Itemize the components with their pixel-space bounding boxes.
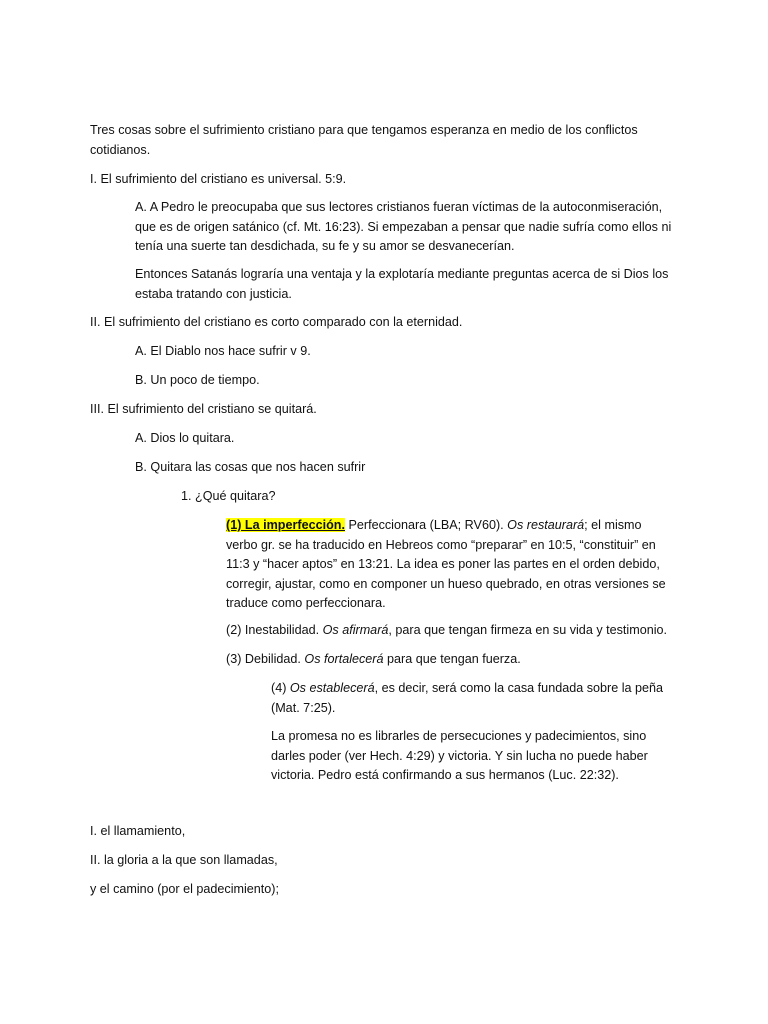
section-1-point-a-continued: Entonces Satanás lograría una ventaja y la explotaría mediante preguntas acerca de si Dios los estaba tratando con justicia.: [135, 267, 669, 301]
section-1-point-a: A. A Pedro le preocupaba que sus lectores cristianos fueran víctimas de la autoconmiseración, que es de origen satánico (cf. Mt. 16:23). Si empezaban a pensar que nadie sufría como ellos ni tenía una suerte tan desdichada, su fe y su amor se desvanecerían.: [135, 200, 672, 253]
section-3-point-a: A. Dios lo quitara.: [135, 431, 235, 445]
item-1-paragraph: (1) La imperfección. Perfeccionara (LBA; RV60). Os restaurará; el mismo verbo gr. se ha traducido en Hebreos como “preparar” en 10:5, “constituir” en 11:3 y “hacer aptos” en 13:21. La idea es poner las partes en el orden debido, corregir, ajustar, como en componer un hueso quebrado, en otras versiones se traduce como perfeccionara.: [226, 518, 666, 610]
section-2-point-a: A. El Diablo nos hace sufrir v 9.: [135, 344, 311, 358]
section-1-heading: I. El sufrimiento del cristiano es universal. 5:9.: [90, 172, 347, 186]
section-2-heading: II. El sufrimiento del cristiano es corto comparado con la eternidad.: [90, 315, 463, 329]
section-3-point-b: B. Quitara las cosas que nos hacen sufrir: [135, 460, 366, 474]
item-4-paragraph: (4) Os establecerá, es decir, será como la casa fundada sobre la peña (Mat. 7:25).: [271, 681, 664, 715]
section-3-heading: III. El sufrimiento del cristiano se quitará.: [90, 402, 317, 416]
item-3-paragraph: (3) Debilidad. Os fortalecerá para que tengan fuerza.: [226, 652, 521, 666]
section-2-point-b: B. Un poco de tiempo.: [135, 373, 260, 387]
closing-line-3: y el camino (por el padecimiento);: [90, 882, 279, 896]
closing-line-2: II. la gloria a la que son llamadas,: [90, 853, 278, 867]
promise-paragraph: La promesa no es librarles de persecuciones y padecimientos, sino darles poder (ver Hech. 4:29) y victoria. Y sin lucha no puede haber victoria. Pedro está confirmando a sus hermanos (Luc. 22:32).: [271, 729, 648, 782]
section-3-subpoint-1: 1. ¿Qué quitara?: [181, 489, 276, 503]
closing-line-1: I. el llamamiento,: [90, 824, 186, 838]
intro-paragraph: Tres cosas sobre el sufrimiento cristiano para que tengamos esperanza en medio de los conflictos cotidianos.: [90, 123, 638, 157]
item-2-paragraph: (2) Inestabilidad. Os afirmará, para que tengan firmeza en su vida y testimonio.: [226, 623, 668, 637]
highlighted-term: (1) La imperfección.: [226, 518, 345, 532]
